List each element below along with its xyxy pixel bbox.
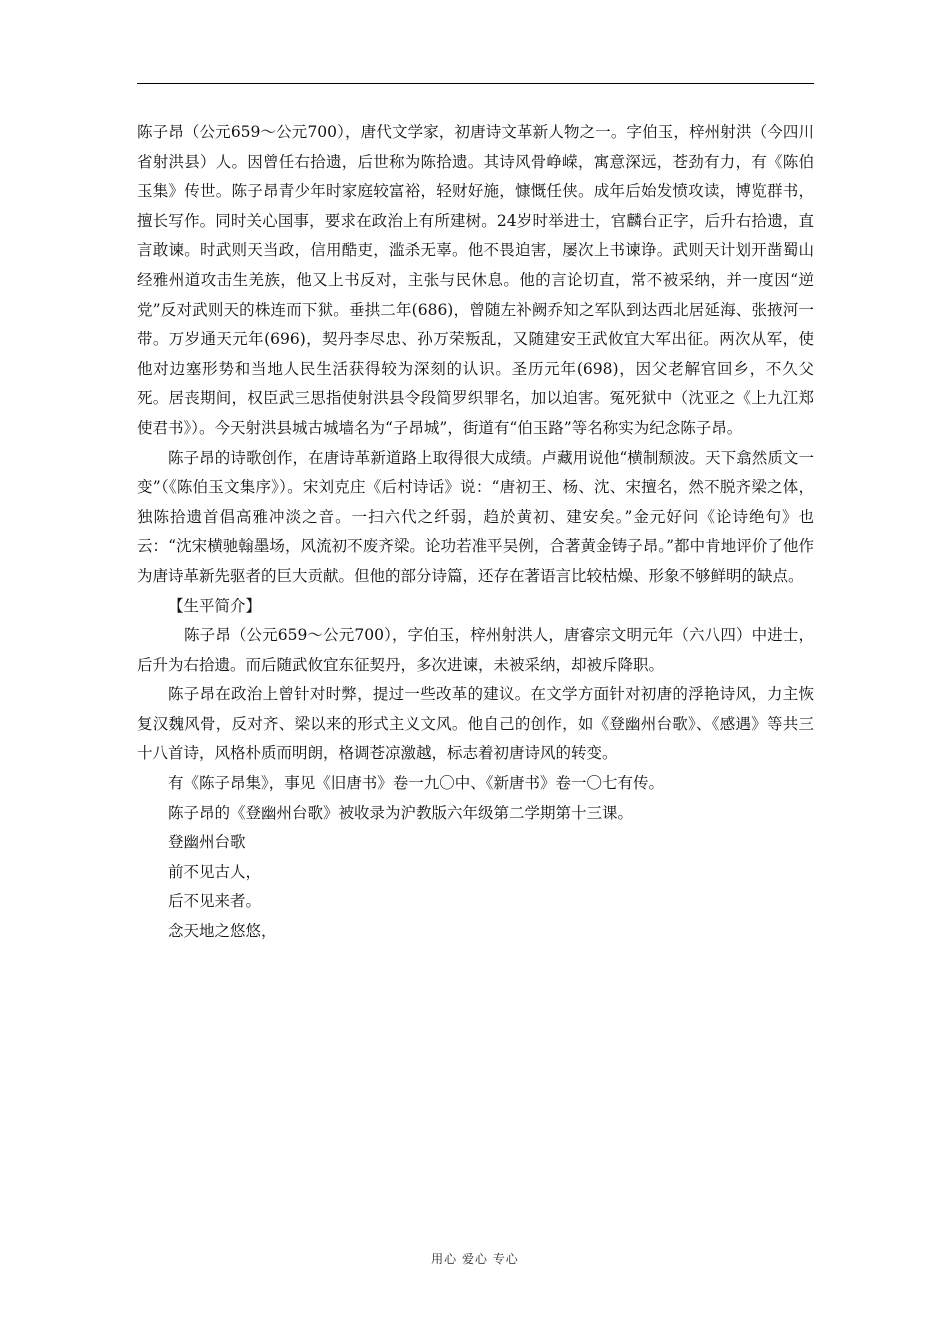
paragraph-sources: 有《陈子昂集》，事见《旧唐书》卷一九〇中、《新唐书》卷一〇七有传。 — [168, 774, 665, 793]
paragraph-literary-reform: 陈子昂在政治上曾针对时弊，提过一些改革的建议。在文学方面针对初唐的浮艳诗风，力主恢复汉魏风骨，反对齐、梁以来的形式主义文风。他自己的创作，如《登幽州台歌》、《感遇》等共三十八首诗，风格朴质而明朗，格调苍凉激越，标志着初唐诗风的转变。 — [137, 685, 814, 763]
page-footer: 用心 爱心 专心 — [431, 1252, 519, 1266]
header-rule — [137, 83, 814, 84]
poem-title: 登幽州台歌 — [168, 833, 246, 852]
section-heading: 【生平简介】 — [168, 596, 262, 615]
poem-line: 后不见来者。 — [168, 892, 262, 911]
paragraph-poetry-assessment: 陈子昂的诗歌创作，在唐诗革新道路上取得很大成绩。卢藏用说他“横制颓波。天下翕然质文一变”（《陈伯玉文集序》）。宋刘克庄《后村诗话》说：“唐初王、杨、沈、宋擅名，然不脱齐梁之体，独陈拾遗首倡高雅冲淡之音。一扫六代之纤弱，趋於黄初、建安矣。”金元好问《论诗绝句》也云：“沈宋横驰翰墨场，风流初不废齐梁。论功若准平吴例，合著黄金铸子昂。”都中肯地评价了他作为唐诗革新先驱者的巨大贡献。但他的部分诗篇，还存在著语言比较枯燥、形象不够鲜明的缺点。 — [137, 448, 814, 585]
poem-line: 念天地之悠悠， — [168, 922, 277, 941]
poem-line: 前不见古人， — [168, 862, 262, 881]
document-body — [137, 118, 814, 947]
paragraph-biography: 陈子昂（公元659～公元700），字伯玉，梓州射洪人，唐睿宗文明元年（六八四）中进士，后升为右拾遗。而后随武攸宜东征契丹，多次进谏，未被采纳，却被斥降职。 — [137, 626, 814, 674]
paragraph-textbook: 陈子昂的《登幽州台歌》被收录为沪教版六年级第二学期第十三课。 — [168, 803, 634, 822]
paragraph-intro: 陈子昂（公元659～公元700），唐代文学家，初唐诗文革新人物之一。字伯玉，梓州射洪（今四川省射洪县）人。因曾任右拾遗，后世称为陈拾遗。其诗风骨峥嵘，寓意深远，苍劲有力，有《陈伯玉集》传世。陈子昂青少年时家庭较富裕，轻财好施，慷慨任侠。成年后始发愤攻读，博览群书，擅长写作。同时关心国事，要求在政治上有所建树。24岁时举进士，官麟台正字，后升右拾遗，直言敢谏。时武则天当政，信用酷吏，滥杀无辜。他不畏迫害，屡次上书谏诤。武则天计划开凿蜀山经雅州道攻击生羌族，他又上书反对，主张与民休息。他的言论切直，常不被采纳，并一度因“逆党”反对武则天的株连而下狱。垂拱二年(686)，曾随左补阙乔知之军队到达西北居延海、张掖河一带。万岁通天元年(696)，契丹李尽忠、孙万荣叛乱，又随建安王武攸宜大军出征。两次从军，使他对边塞形势和当地人民生活获得较为深刻的认识。圣历元年(698)，因父老解官回乡，不久父死。居丧期间，权臣武三思指使射洪县令段简罗织罪名，加以迫害。冤死狱中（沈亚之《上九江郑使君书》）。今天射洪县城古城墙名为“子昂城”，街道有“伯玉路”等名称实为纪念陈子昂。 — [137, 123, 814, 437]
